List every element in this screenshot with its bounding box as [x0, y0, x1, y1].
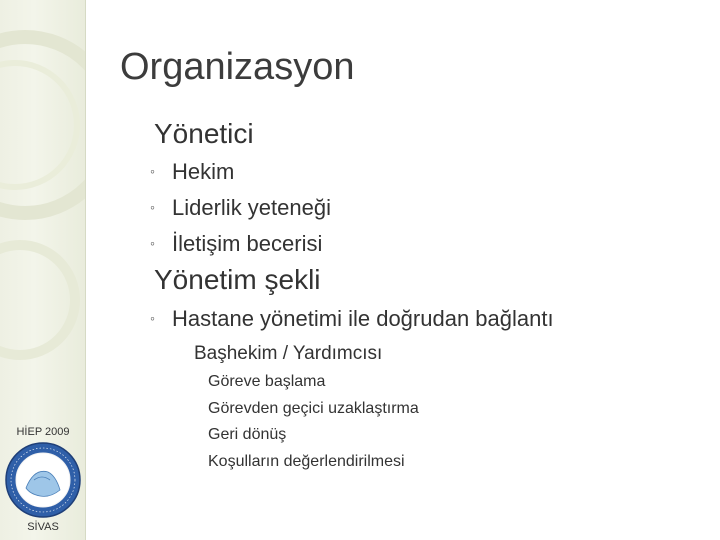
bullet-gorevden	[194, 400, 419, 418]
slide-title: Organizasyon	[120, 46, 355, 88]
bullet-liderlik	[150, 195, 331, 221]
bullet-marker: ◦	[150, 163, 155, 179]
bullet-text: Liderlik yeteneği	[172, 195, 331, 220]
bullet-marker: ◦	[150, 199, 155, 215]
event-label: HİEP 2009	[16, 426, 70, 438]
bullet-text: Yönetici	[154, 118, 254, 149]
decorative-sidebar	[0, 0, 86, 540]
bullet-yonetici	[132, 118, 254, 150]
decorative-ring	[0, 240, 80, 360]
bullet-hekim	[150, 159, 234, 185]
bullet-text: Koşulların değerlendirilmesi	[208, 453, 405, 470]
bullet-text: Yönetim şekli	[154, 264, 321, 295]
bullet-iletisim	[150, 231, 322, 257]
bullet-geri	[194, 426, 286, 444]
bullet-marker: ◦	[150, 310, 155, 326]
bullet-text: Geri dönüş	[208, 426, 287, 443]
bullet-kosullar	[194, 453, 405, 471]
bullet-text: Hastane yönetimi ile doğrudan bağlantı	[172, 306, 554, 331]
bullet-text: Hekim	[172, 159, 235, 184]
bullet-text: İletişim becerisi	[172, 231, 323, 256]
city-label: SİVAS	[27, 521, 59, 533]
bullet-marker: ◦	[150, 235, 155, 251]
bullet-text: Başhekim / Yardımcısı	[194, 343, 383, 364]
bullet-text: Göreve başlama	[208, 373, 326, 390]
bullet-yonetim-sekli	[132, 264, 321, 296]
bullet-text: Görevden geçici uzaklaştırma	[208, 400, 419, 417]
bullet-hastane	[150, 306, 554, 332]
bullet-goreve	[194, 373, 325, 391]
association-seal-logo	[4, 440, 82, 520]
bullet-bashekim	[178, 343, 382, 365]
